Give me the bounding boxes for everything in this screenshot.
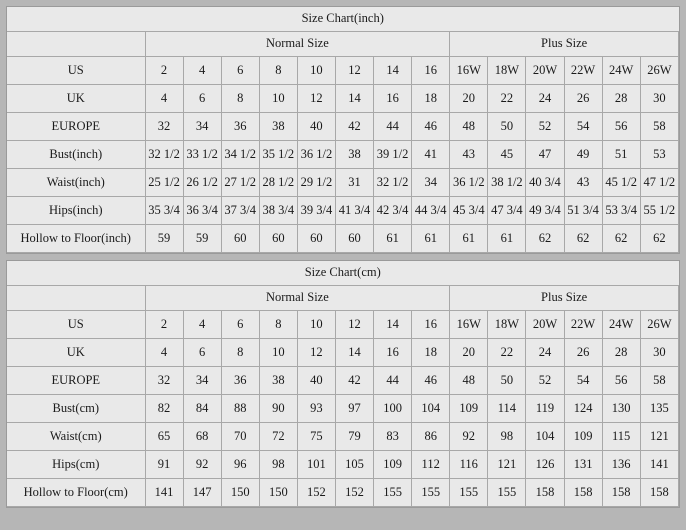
table-cell: 32 — [145, 367, 183, 395]
table-cell: 61 — [412, 225, 450, 253]
chart-title: Size Chart(inch) — [7, 7, 679, 32]
table-cell: 116 — [450, 451, 488, 479]
table-cell: 43 — [450, 141, 488, 169]
table-cell: 86 — [412, 423, 450, 451]
table-cell: 104 — [412, 395, 450, 423]
group-header-label: Plus Size — [450, 286, 679, 311]
table-cell: 50 — [488, 367, 526, 395]
table-cell: 22 — [488, 85, 526, 113]
table-cell: 16 — [412, 57, 450, 85]
table-cell: 8 — [221, 339, 259, 367]
table-cell: 61 — [488, 225, 526, 253]
table-cell: 8 — [259, 57, 297, 85]
table-cell: 24 — [526, 339, 564, 367]
table-cell: 39 1/2 — [374, 141, 412, 169]
table-cell: 38 — [259, 367, 297, 395]
table-cell: 62 — [526, 225, 564, 253]
table-cell: 147 — [183, 479, 221, 507]
table-cell: 4 — [183, 57, 221, 85]
table-cell: 124 — [564, 395, 602, 423]
table-cell: 20W — [526, 311, 564, 339]
table-cell: 121 — [488, 451, 526, 479]
table-cell: 45 3/4 — [450, 197, 488, 225]
table-cell: 46 — [412, 367, 450, 395]
table-cell: 6 — [221, 57, 259, 85]
table-cell: 98 — [488, 423, 526, 451]
table-cell: 150 — [221, 479, 259, 507]
table-cell: 12 — [297, 339, 335, 367]
group-header-label: Plus Size — [450, 32, 679, 57]
table-cell: 14 — [335, 339, 373, 367]
row-label: Hips(inch) — [7, 197, 145, 225]
table-cell: 49 — [564, 141, 602, 169]
table-cell: 60 — [221, 225, 259, 253]
table-cell: 24W — [602, 311, 640, 339]
table-cell: 14 — [374, 57, 412, 85]
table-cell: 121 — [640, 423, 678, 451]
table-cell: 158 — [640, 479, 678, 507]
table-cell: 26W — [640, 311, 678, 339]
table-cell: 75 — [297, 423, 335, 451]
row-label: Bust(cm) — [7, 395, 145, 423]
table-cell: 16W — [450, 311, 488, 339]
table-body-inch — [7, 7, 679, 253]
group-header-row — [7, 286, 679, 311]
table-cell: 158 — [526, 479, 564, 507]
table-row — [7, 141, 679, 169]
table-row — [7, 367, 679, 395]
table-cell: 51 — [602, 141, 640, 169]
table-cell: 141 — [145, 479, 183, 507]
table-cell: 32 1/2 — [145, 141, 183, 169]
table-cell: 38 3/4 — [259, 197, 297, 225]
row-label: Hollow to Floor(cm) — [7, 479, 145, 507]
row-label: Bust(inch) — [7, 141, 145, 169]
table-cell: 28 — [602, 339, 640, 367]
table-cell: 98 — [259, 451, 297, 479]
table-cell: 50 — [488, 113, 526, 141]
table-cell: 100 — [374, 395, 412, 423]
table-cell: 10 — [259, 339, 297, 367]
table-cell: 28 — [602, 85, 640, 113]
row-label: Waist(inch) — [7, 169, 145, 197]
table-cell: 22W — [564, 57, 602, 85]
table-cell: 31 — [335, 169, 373, 197]
table-cell: 12 — [335, 311, 373, 339]
table-cell: 109 — [564, 423, 602, 451]
table-cell: 40 3/4 — [526, 169, 564, 197]
table-body-cm — [7, 261, 679, 507]
table-cell: 30 — [640, 85, 678, 113]
table-cell: 68 — [183, 423, 221, 451]
table-cell: 18W — [488, 57, 526, 85]
table-cell: 36 — [221, 367, 259, 395]
table-cell: 49 3/4 — [526, 197, 564, 225]
table-cell: 112 — [412, 451, 450, 479]
table-cell: 62 — [602, 225, 640, 253]
table-cell: 53 3/4 — [602, 197, 640, 225]
table-cell: 65 — [145, 423, 183, 451]
table-cell: 43 — [564, 169, 602, 197]
table-cell: 44 — [374, 113, 412, 141]
table-cell: 109 — [374, 451, 412, 479]
table-cell: 41 — [412, 141, 450, 169]
table-cell: 40 — [297, 113, 335, 141]
table-cell: 26W — [640, 57, 678, 85]
table-cell: 60 — [259, 225, 297, 253]
table-cell: 20 — [450, 85, 488, 113]
table-cell: 114 — [488, 395, 526, 423]
table-cell: 37 3/4 — [221, 197, 259, 225]
table-cell: 72 — [259, 423, 297, 451]
table-cell: 119 — [526, 395, 564, 423]
table-cell: 97 — [335, 395, 373, 423]
table-cell: 158 — [602, 479, 640, 507]
table-row — [7, 395, 679, 423]
table-cell: 32 — [145, 113, 183, 141]
table-cell: 60 — [297, 225, 335, 253]
row-label: Waist(cm) — [7, 423, 145, 451]
table-cell: 12 — [297, 85, 335, 113]
table-cell: 135 — [640, 395, 678, 423]
row-label: UK — [7, 85, 145, 113]
table-cell: 54 — [564, 113, 602, 141]
group-header-label: Normal Size — [145, 32, 450, 57]
row-label: EUROPE — [7, 113, 145, 141]
table-cell: 105 — [335, 451, 373, 479]
row-label: EUROPE — [7, 367, 145, 395]
table-cell: 26 — [564, 85, 602, 113]
table-cell: 16 — [412, 311, 450, 339]
table-cell: 2 — [145, 311, 183, 339]
table-cell: 10 — [297, 311, 335, 339]
table-cell: 30 — [640, 339, 678, 367]
table-row — [7, 311, 679, 339]
table-cell: 32 1/2 — [374, 169, 412, 197]
table-cell: 56 — [602, 113, 640, 141]
table-cell: 25 1/2 — [145, 169, 183, 197]
table-cell: 36 3/4 — [183, 197, 221, 225]
table-cell: 88 — [221, 395, 259, 423]
table-cell: 47 — [526, 141, 564, 169]
table-cell: 84 — [183, 395, 221, 423]
table-cell: 36 1/2 — [450, 169, 488, 197]
table-cell: 83 — [374, 423, 412, 451]
table-cell: 62 — [564, 225, 602, 253]
size-table-cm — [7, 261, 679, 507]
row-label: Hips(cm) — [7, 451, 145, 479]
table-cell: 24 — [526, 85, 564, 113]
table-cell: 155 — [450, 479, 488, 507]
table-cell: 48 — [450, 367, 488, 395]
table-cell: 27 1/2 — [221, 169, 259, 197]
table-cell: 96 — [221, 451, 259, 479]
table-cell: 91 — [145, 451, 183, 479]
group-header-blank — [7, 286, 145, 311]
table-cell: 10 — [259, 85, 297, 113]
group-header-label: Normal Size — [145, 286, 450, 311]
table-cell: 126 — [526, 451, 564, 479]
table-cell: 136 — [602, 451, 640, 479]
table-cell: 18W — [488, 311, 526, 339]
size-chart-inch — [6, 6, 680, 254]
table-cell: 41 3/4 — [335, 197, 373, 225]
row-label: Hollow to Floor(inch) — [7, 225, 145, 253]
table-cell: 45 — [488, 141, 526, 169]
table-cell: 92 — [450, 423, 488, 451]
table-cell: 79 — [335, 423, 373, 451]
table-row — [7, 57, 679, 85]
table-cell: 36 — [221, 113, 259, 141]
table-cell: 4 — [183, 311, 221, 339]
table-cell: 29 1/2 — [297, 169, 335, 197]
table-cell: 150 — [259, 479, 297, 507]
table-cell: 16W — [450, 57, 488, 85]
table-cell: 115 — [602, 423, 640, 451]
table-cell: 24W — [602, 57, 640, 85]
table-cell: 4 — [145, 85, 183, 113]
table-cell: 152 — [297, 479, 335, 507]
table-row — [7, 225, 679, 253]
table-cell: 10 — [297, 57, 335, 85]
table-cell: 47 1/2 — [640, 169, 678, 197]
row-label: UK — [7, 339, 145, 367]
group-header-blank — [7, 32, 145, 57]
table-cell: 26 1/2 — [183, 169, 221, 197]
table-cell: 2 — [145, 57, 183, 85]
table-cell: 6 — [183, 339, 221, 367]
table-cell: 104 — [526, 423, 564, 451]
table-cell: 52 — [526, 113, 564, 141]
table-cell: 33 1/2 — [183, 141, 221, 169]
table-row — [7, 169, 679, 197]
table-cell: 82 — [145, 395, 183, 423]
table-cell: 34 — [412, 169, 450, 197]
table-cell: 35 1/2 — [259, 141, 297, 169]
table-cell: 34 1/2 — [221, 141, 259, 169]
table-row — [7, 479, 679, 507]
table-cell: 14 — [335, 85, 373, 113]
table-cell: 34 — [183, 367, 221, 395]
table-cell: 51 3/4 — [564, 197, 602, 225]
table-cell: 45 1/2 — [602, 169, 640, 197]
table-cell: 8 — [221, 85, 259, 113]
table-cell: 47 3/4 — [488, 197, 526, 225]
table-cell: 60 — [335, 225, 373, 253]
table-cell: 42 — [335, 367, 373, 395]
table-cell: 36 1/2 — [297, 141, 335, 169]
table-cell: 155 — [412, 479, 450, 507]
table-cell: 52 — [526, 367, 564, 395]
table-cell: 26 — [564, 339, 602, 367]
table-cell: 56 — [602, 367, 640, 395]
table-cell: 109 — [450, 395, 488, 423]
size-table-inch — [7, 7, 679, 253]
table-cell: 38 — [335, 141, 373, 169]
table-cell: 46 — [412, 113, 450, 141]
row-label: US — [7, 57, 145, 85]
table-row — [7, 339, 679, 367]
table-cell: 158 — [564, 479, 602, 507]
table-cell: 18 — [412, 339, 450, 367]
table-cell: 101 — [297, 451, 335, 479]
table-row — [7, 85, 679, 113]
size-chart-cm — [6, 260, 680, 508]
group-header-row — [7, 32, 679, 57]
table-cell: 90 — [259, 395, 297, 423]
table-cell: 93 — [297, 395, 335, 423]
table-cell: 16 — [374, 339, 412, 367]
table-cell: 22W — [564, 311, 602, 339]
table-cell: 39 3/4 — [297, 197, 335, 225]
table-cell: 6 — [183, 85, 221, 113]
table-cell: 48 — [450, 113, 488, 141]
table-cell: 35 3/4 — [145, 197, 183, 225]
table-row — [7, 451, 679, 479]
table-cell: 34 — [183, 113, 221, 141]
table-cell: 44 3/4 — [412, 197, 450, 225]
table-cell: 14 — [374, 311, 412, 339]
chart-title-row — [7, 7, 679, 32]
table-cell: 8 — [259, 311, 297, 339]
table-cell: 42 — [335, 113, 373, 141]
table-cell: 40 — [297, 367, 335, 395]
table-cell: 58 — [640, 113, 678, 141]
table-cell: 6 — [221, 311, 259, 339]
table-cell: 152 — [335, 479, 373, 507]
chart-title-row — [7, 261, 679, 286]
table-cell: 55 1/2 — [640, 197, 678, 225]
table-cell: 155 — [488, 479, 526, 507]
table-cell: 70 — [221, 423, 259, 451]
table-cell: 28 1/2 — [259, 169, 297, 197]
table-cell: 61 — [374, 225, 412, 253]
table-cell: 22 — [488, 339, 526, 367]
table-cell: 20 — [450, 339, 488, 367]
table-cell: 53 — [640, 141, 678, 169]
table-cell: 62 — [640, 225, 678, 253]
table-cell: 44 — [374, 367, 412, 395]
table-row — [7, 197, 679, 225]
table-cell: 38 — [259, 113, 297, 141]
table-cell: 16 — [374, 85, 412, 113]
table-cell: 130 — [602, 395, 640, 423]
row-label: US — [7, 311, 145, 339]
table-row — [7, 113, 679, 141]
table-cell: 42 3/4 — [374, 197, 412, 225]
table-cell: 54 — [564, 367, 602, 395]
table-cell: 59 — [183, 225, 221, 253]
chart-title: Size Chart(cm) — [7, 261, 679, 286]
table-cell: 18 — [412, 85, 450, 113]
table-cell: 131 — [564, 451, 602, 479]
table-cell: 20W — [526, 57, 564, 85]
table-cell: 4 — [145, 339, 183, 367]
table-row — [7, 423, 679, 451]
table-cell: 61 — [450, 225, 488, 253]
table-cell: 59 — [145, 225, 183, 253]
table-cell: 141 — [640, 451, 678, 479]
table-cell: 58 — [640, 367, 678, 395]
table-cell: 155 — [374, 479, 412, 507]
table-cell: 12 — [335, 57, 373, 85]
table-cell: 38 1/2 — [488, 169, 526, 197]
table-cell: 92 — [183, 451, 221, 479]
